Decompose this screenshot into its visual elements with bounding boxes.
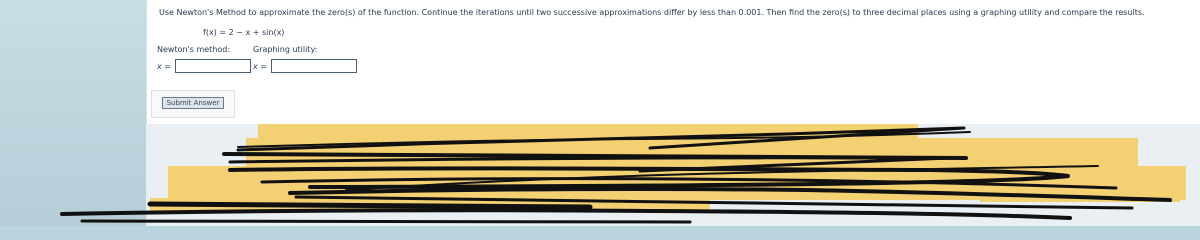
submit-answer-button[interactable]: Submit Answer <box>162 97 224 109</box>
function-definition: f(x) = 2 − x + sin(x) <box>203 28 285 37</box>
newton-x-label: x = <box>157 61 171 71</box>
newton-method-label: Newton's method: <box>157 45 231 54</box>
question-text: Use Newton's Method to approximate the zero(s) of the function. Continue the iterations until two successive approximations differ by less than 0.001. Then find the zero(s) to three decimal places using a graphing utility and compare the results. <box>159 8 1145 17</box>
graphing-utility-label: Graphing utility: <box>253 45 318 54</box>
graphing-x-label: x = <box>253 61 267 71</box>
